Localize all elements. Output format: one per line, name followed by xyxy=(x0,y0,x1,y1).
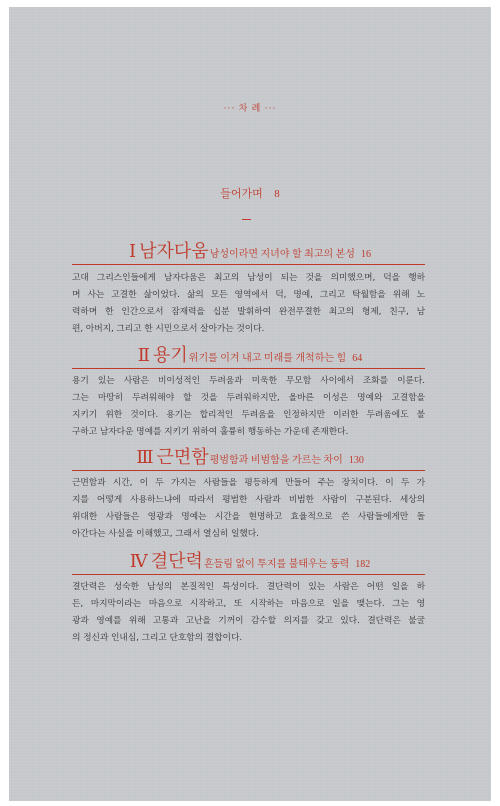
chapter-summary xyxy=(72,270,425,338)
chapter-title xyxy=(9,237,491,263)
intro-page: 8 xyxy=(274,188,280,200)
chapter-page: 16 xyxy=(360,249,371,260)
summary-line: 광과 영예를 위해 고통과 고난을 기꺼이 감수할 의지를 갖고 있다. 결단력은 불굴 xyxy=(72,616,425,626)
intro-label: 들어가며 xyxy=(220,188,263,200)
summary-line: 력하며 한 인간으로서 잠재력을 십분 발휘하여 완전무결한 최고의 형제, 친구, 남 xyxy=(72,307,425,317)
summary-line: 근면함과 시간, 이 두 가지는 사람들을 평등하게 만들어 주는 장치이다. 이 두 가 xyxy=(72,478,425,488)
chapter-title xyxy=(9,443,491,469)
summary-line: 용기 있는 사람은 비이성적인 두려움과 미욱한 무모함 사이에서 조화를 이룬다. xyxy=(72,376,425,386)
toc-header: ··· 차 례 ··· xyxy=(223,103,277,113)
chapter-subtitle: 위기를 이겨 내고 미래를 개척하는 힘 xyxy=(188,353,347,364)
summary-line: 의 정신과 인내심, 그리고 단호함의 결합이다. xyxy=(72,633,243,643)
chapter-page: 64 xyxy=(352,353,363,364)
chapter-rule xyxy=(72,574,425,575)
chapter-subtitle: 평범함과 비범함을 가르는 차이 xyxy=(209,455,343,466)
chapter-summary xyxy=(72,475,425,543)
intro-dash xyxy=(242,219,251,220)
chapter-number: Ⅱ xyxy=(137,345,151,365)
chapter-page: 130 xyxy=(348,455,364,466)
chapter-rule xyxy=(72,264,425,265)
chapter-subtitle: 남성이라면 지녀야 할 최고의 본성 xyxy=(209,249,355,260)
summary-line: 위대한 사람들은 영광과 명예는 시간을 현명하고 효율적으로 쓴 사람들에게만 돌 xyxy=(72,512,425,522)
chapter-rule xyxy=(72,470,425,471)
book-page xyxy=(9,7,491,801)
chapter-name: 근면함 xyxy=(156,447,209,467)
chapter-name: 남자다움 xyxy=(139,241,209,261)
summary-line: 아간다는 사실을 이해했고, 그래서 열심히 일했다. xyxy=(72,529,259,539)
chapter-subtitle: 흔들림 없이 투지를 불태우는 동력 xyxy=(203,559,350,570)
chapter-title xyxy=(9,341,491,367)
chapter-number: Ⅲ xyxy=(136,447,154,467)
intro-entry xyxy=(9,185,491,201)
summary-line: 며 사는 고결한 삶이었다. 삶의 모든 영역에서 덕, 명예, 그리고 탁월함을 위해 노 xyxy=(72,290,425,300)
summary-line: 지키기 위한 것이다. 용기는 합리적인 두려움을 인정하지만 이러한 두려움에도 불 xyxy=(72,410,425,420)
summary-line: 지를 어떻게 사용하느냐에 따라서 평범한 사람과 비범한 사람이 구분된다. 세상의 xyxy=(72,495,425,505)
chapter-summary xyxy=(72,373,425,441)
summary-line: 고대 그리스인들에게 남자다움은 최고의 남성이 되는 것을 의미했으며, 덕을 행하 xyxy=(72,273,425,283)
summary-line: 구하고 남자다운 명예를 지키기 위하여 훌륭히 행동하는 가운데 존재한다. xyxy=(72,427,349,437)
chapter-name: 용기 xyxy=(153,345,188,365)
chapter-number: Ⅰ xyxy=(129,241,137,261)
chapter-rule xyxy=(72,368,425,369)
summary-line: 그는 마땅히 두려워해야 할 것을 두려워하지만, 올바른 이성은 명예와 고결함을 xyxy=(72,393,425,403)
chapter-summary xyxy=(72,579,425,647)
chapter-title xyxy=(9,547,491,573)
summary-line: 편, 아버지, 그리고 한 시민으로서 살아가는 것이다. xyxy=(72,324,265,334)
chapter-page: 182 xyxy=(355,559,371,570)
summary-line: 든, 마지막이라는 마음으로 시작하고, 또 시작하는 마음으로 일을 맺는다. 그는 영 xyxy=(72,599,425,609)
chapter-name: 결단력 xyxy=(150,551,203,571)
chapter-number: Ⅳ xyxy=(129,551,148,571)
summary-line: 결단력은 성숙한 남성의 본질적인 특성이다. 결단력이 있는 사람은 어떤 일을 하 xyxy=(72,582,425,592)
